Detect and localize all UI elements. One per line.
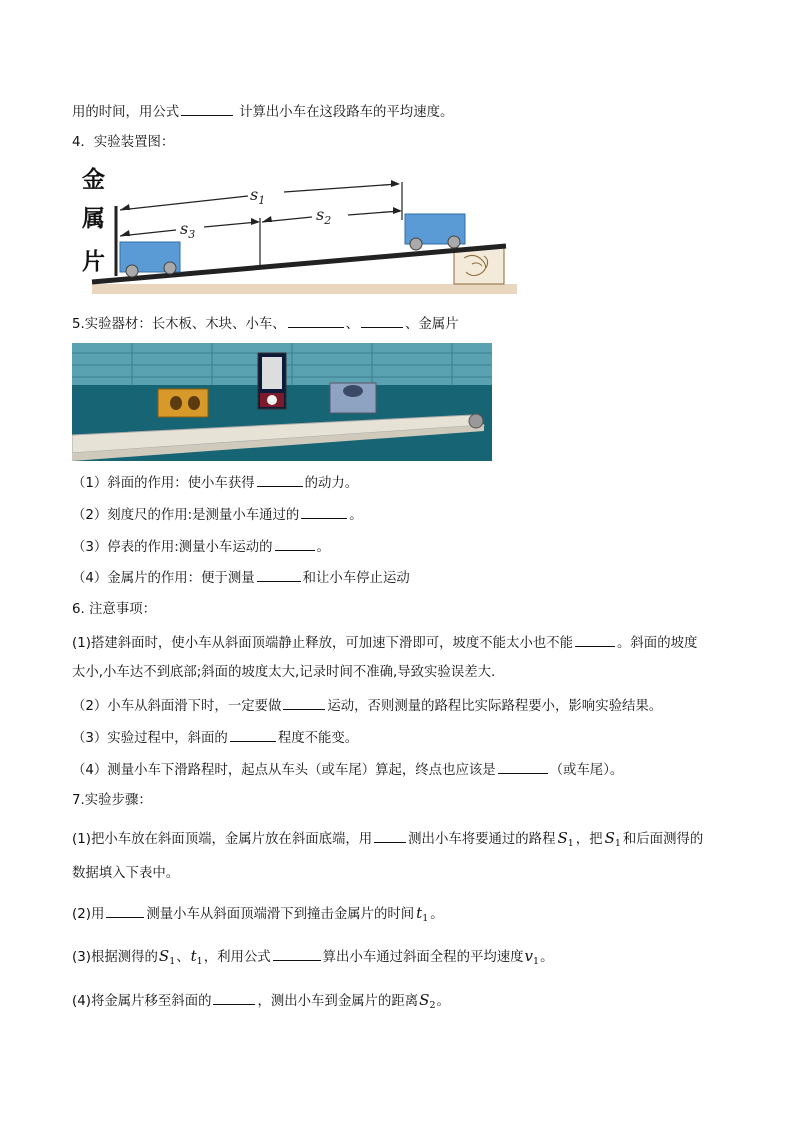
answer-blank[interactable] (374, 828, 406, 843)
cart-top (405, 214, 465, 250)
answer-blank[interactable] (106, 903, 144, 918)
text-segment: 、 (345, 317, 360, 332)
symbol-s1: $S_1$ (557, 829, 574, 849)
photo-wood-block (158, 389, 208, 417)
text-segment: 测量小车从斜面顶端滑下到撞击金属片的时间 (146, 907, 415, 922)
symbol-v1: $v_1$ (524, 947, 540, 967)
text-segment: 用的时间，用公式 (72, 105, 180, 120)
text-segment: （3）实验过程中，斜面的 (72, 731, 228, 746)
ground (92, 284, 517, 294)
answer-blank[interactable] (275, 536, 315, 551)
answer-blank[interactable] (181, 101, 233, 116)
text-segment: 运动，否则测量的路程比实际路程要小，影响实验结果。 (327, 699, 663, 714)
text-segment: 算出小车通过斜面全程的平均速度 (322, 950, 524, 965)
text-segment: （1）斜面的作用：使小车获得 (72, 476, 255, 491)
answer-blank[interactable] (575, 632, 615, 647)
text-line-equipment (72, 313, 459, 335)
section-heading-steps: 7.实验步骤： (72, 793, 152, 808)
answer-blank[interactable] (230, 727, 276, 742)
text-segment: 程度不能变。 (277, 731, 359, 746)
text-line-stopwatch-role (72, 536, 330, 558)
symbol-t1: $t_1$ (416, 904, 429, 924)
text-line-incline-role (72, 472, 358, 494)
label-s2: $s_2$ (316, 205, 332, 227)
side-label-3: 片 (82, 249, 105, 275)
symbol-t1: $t_1$ (190, 947, 203, 967)
text-segment: 测出小车将要通过的路程 (408, 832, 556, 847)
text-line-note-1 (72, 632, 697, 654)
arrow-s2 (262, 207, 402, 222)
text-segment: 计算出小车在这段路车的平均速度。 (239, 105, 454, 120)
answer-blank[interactable] (283, 695, 325, 710)
text-segment: 和让小车停止运动 (302, 571, 410, 586)
section-heading-notes: 6. 注意事项： (72, 602, 156, 617)
text-line-ruler-role (72, 504, 363, 526)
answer-blank[interactable] (213, 990, 255, 1005)
text-segment: （3）停表的作用:测量小车运动的 (72, 540, 273, 555)
text-line-note-3 (72, 727, 358, 749)
text-line-step-4 (72, 990, 450, 1016)
text-segment: （或车尾）。 (549, 763, 624, 778)
text-segment: 的动力。 (304, 476, 359, 491)
text-segment: ，测出小车到金属片的距离 (257, 994, 419, 1009)
text-segment: 。 (430, 907, 444, 922)
section-heading-setup: 4．实验装置图： (72, 135, 175, 150)
photo-stopwatch (258, 353, 286, 409)
answer-blank[interactable] (257, 567, 301, 582)
text-segment: （2）刻度尺的作用:是测量小车通过的 (72, 508, 300, 523)
text-line-metal-plate-role (72, 567, 410, 589)
side-label-1: 金 (82, 167, 105, 193)
symbol-s1: $S_1$ (158, 947, 176, 967)
text-line-step-2 (72, 903, 444, 929)
apparatus-svg (72, 160, 522, 298)
text-line-formula (72, 101, 453, 123)
cart-bottom (120, 242, 180, 277)
label-s3: $s_3$ (180, 219, 196, 241)
text-segment: (3)根据测得的 (72, 950, 158, 965)
text-segment: 和后面测得的 (622, 832, 704, 847)
text-line-step-1-cont: 数据填入下表中。 (72, 866, 180, 881)
text-segment: (4)将金属片移至斜面的 (72, 994, 212, 1009)
text-segment: 。 (540, 950, 554, 965)
text-segment: 。 (349, 508, 363, 523)
equipment-photo (72, 343, 492, 461)
text-segment: 、 (176, 950, 190, 965)
answer-blank[interactable] (273, 946, 321, 961)
symbol-s2: $S_2$ (419, 991, 436, 1011)
text-segment: （2）小车从斜面滑下时，一定要做 (72, 699, 282, 714)
text-line-step-1 (72, 828, 703, 854)
text-segment: （4）测量小车下滑路程时，起点从车头（或车尾）算起，终点也应该是 (72, 763, 496, 778)
text-segment: 。 (436, 994, 450, 1009)
wooden-block (454, 248, 504, 284)
photo-cart (330, 383, 376, 413)
label-s1: $s_1$ (250, 185, 266, 207)
answer-blank[interactable] (301, 504, 347, 519)
answer-blank[interactable] (257, 472, 303, 487)
text-segment: (1)搭建斜面时，使小车从斜面顶端静止释放，可加速下滑即可，坡度不能太小也不能 (72, 636, 574, 651)
answer-blank[interactable] (361, 313, 403, 328)
text-segment: （4）金属片的作用：便于测量 (72, 571, 255, 586)
text-segment: 5.实验器材：长木板、木块、小车、 (72, 317, 286, 332)
text-line-step-3 (72, 946, 553, 972)
text-line-note-2 (72, 695, 662, 717)
text-segment: 。 (316, 540, 330, 555)
side-label-2: 属 (82, 206, 105, 232)
apparatus-diagram (72, 160, 522, 298)
text-segment: (2)用 (72, 907, 105, 922)
equipment-photo-svg (72, 343, 492, 461)
text-segment: (1)把小车放在斜面顶端，金属片放在斜面底端，用 (72, 832, 373, 847)
answer-blank[interactable] (288, 313, 344, 328)
text-segment: 。斜面的坡度 (617, 636, 698, 651)
text-segment: ，把 (575, 832, 603, 847)
answer-blank[interactable] (498, 759, 548, 774)
text-line-note-1-cont: 太小,小车达不到底部;斜面的坡度太大,记录时间不准确,导致实验误差大. (72, 665, 496, 680)
text-segment: 、金属片 (405, 317, 459, 332)
text-segment: ，利用公式 (203, 950, 271, 965)
text-line-note-4 (72, 759, 623, 781)
symbol-s1: $S_1$ (604, 829, 621, 849)
